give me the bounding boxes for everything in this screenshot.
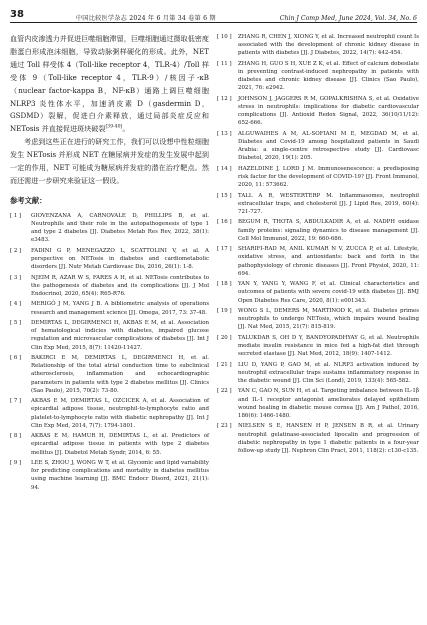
page-header: [10, 6, 417, 23]
reference-item: [10, 319, 209, 352]
reference-text: HAZELDINE J, LORD J M. Immunosenescence: a predisposing risk factor for the development of COVID-19? [J]. Front Immunol, 2020, 11: 573662.: [238, 165, 419, 189]
reference-item: [10, 459, 209, 492]
reference-number: [ 18 ]: [217, 281, 232, 288]
reference-text: TALL A R, WESTERTERP M. Inflammasomes, neutrophil extracellular traps, and cholesterol [J]. J Lipid Res, 2019, 60(4): 721-727.: [238, 192, 419, 215]
reference-text: YAN Y, YANG Y, WANG F, et al. Clinical characteristics and outcomes of patients with severe covid-19 with diabetes [J]. BMJ Open Diabetes Res Care, 2020, 8(1): e001343.: [238, 281, 419, 304]
reference-number: [ 11 ]: [217, 60, 232, 67]
reference-number: [ 23 ]: [217, 423, 232, 430]
reference-number: [ 13 ]: [217, 130, 232, 137]
reference-text: TALUKDAR S, OH D Y, BANDYOPADHYAY G, et al. Neutrophils mediate insulin resistance in mice fed a high-fat diet through secreted elastase [J]. Nat Med, 2012, 18(9): 1407-1412.: [238, 334, 419, 358]
reference-item: [10, 300, 209, 316]
reference-text: BAKIRCI E M, DEMIRTAS L, DEGIRMENCI H, et al. Relationship of the total atrial conduction time to subclinical atherosclerosis, inflammation and echocardiographic parameters in patients with type 2 diabetes mellitus [J]. Clinics (Sao Paulo), 2015, 70(2): 73-80.: [31, 355, 209, 394]
reference-number: [ 7 ]: [10, 398, 22, 405]
reference-number: [ 12 ]: [217, 95, 232, 102]
reference-number: [ 16 ]: [217, 219, 232, 226]
journal-title-cn: 中国比较医学杂志 2024 年 6 月第 34 卷第 6 期: [75, 15, 216, 22]
reference-number: [ 6 ]: [10, 355, 22, 362]
reference-number: [ 17 ]: [217, 246, 232, 253]
reference-text: SHARIFI-RAD M, ANIL KUMAR N V, ZUCCA P, et al. Lifestyle, oxidative stress, and antioxidants: back and forth in the pathophysiology of chronic diseases [J]. Front Physiol, 2020, 11: 694.: [238, 246, 419, 277]
reference-number: [ 14 ]: [217, 165, 232, 172]
reference-text: ZHANG R, CHEN J, XIONG Y, et al. Increased neutrophil count Is associated with the development of chronic kidney disease in patients with diabetes [J]. J Diabetes, 2022, 14(7): 442-454.: [238, 34, 419, 57]
citation-superscript: [39-40]: [105, 124, 123, 130]
reference-text: JOHNSON J, JAGGERS R M, GOPALKRISHNA S, et al. Oxidative stress in neutrophils: implications for diabetic cardiovascular complications [J]. Antioxid Redox Signal, 2022, 36(10/11/12): 652-666.: [238, 95, 419, 127]
reference-item: [10, 354, 209, 395]
reference-item: [217, 130, 419, 163]
reference-text: DEMIRTAS L, DEGIRMENCI H, AKBAS E M, et al. Association of hematological indicies with diabetes, impaired glucose regulation and microvascular complications of diabetes [J]. Int J Clin Exp Med, 2015, 8(7): 11420-11427.: [31, 320, 209, 351]
reference-number: [ 22 ]: [217, 388, 232, 395]
reference-item: [217, 307, 419, 332]
right-column: [217, 33, 419, 457]
reference-number: [ 1 ]: [10, 212, 22, 219]
reference-text: ALGUWAIHES A M, AL-SOFIANI M E, MEGDAD M, et al. Diabetes and Covid-19 among hospitalized patients in Saudi Arabia: a single-centre retrospective study [J]. Cardiovasc Diabetol, 2020, 19(1): 205.: [238, 130, 419, 162]
reference-text: LEE S, ZHOU J, WONG W T, et al. Glycemic and lipid variability for predicting complications and mortality in diabetes mellitus using machine learning [J]. BMC Endocr Disord, 2021, 21(1): 94.: [31, 460, 209, 491]
journal-title-en: Chin J Comp Med, June 2024, Vol. 34, No. 6: [279, 15, 417, 22]
body-paragraph-1-text: 血管内皮渗透力并促进巨噬细胞滞留，巨噬细胞通过摄取低密度脂蛋白形成泡沫细胞，导致动脉粥样硬化的形成。此外，NET 通过 Toll 样受体 4（Toll-like receptor 4，TLR-4）/Toll 样受体 9（Toll-like receptor 4，TLR-9）/核因子-κB（nuclear factor-kappa B，NF-κB）通路上调巨噬细胞 NLRP3 炎性体水平，加速消皮素 D（gasdermin D，GSDMD）裂解，促进白介素释放，通过局部炎症反应和 NETosis 并直接促进斑块破裂: [10, 34, 209, 134]
reference-number: [ 21 ]: [217, 361, 232, 368]
reference-text: ZHANG H, GUO S H, XUE Z K, et al. Effect of calcium dobesilate in preventing contrast-induced nephropathy in patients with diabetes and chronic kidney disease [J]. Clinics (Sao Paulo), 2021, 76: e2942.: [238, 60, 419, 92]
reference-number: [ 5 ]: [10, 320, 22, 327]
reference-item: [217, 60, 419, 93]
reference-item: [10, 274, 209, 299]
reference-text: NJEIM R, AZAR W S, FARES A H, et al. NETosis contributes to the pathogenesis of diabetes and its complications [J]. J Mol Endocrinol, 2020, 65(4): R65-R76.: [31, 274, 209, 298]
reference-text: WONG S L, DEMERS M, MARTINOD K, et al. Diabetes primes neutrophils to undergo NETosis, which impairs wound healing [J]. Nat Med, 2015, 21(7): 815-819.: [238, 307, 419, 331]
reference-item: [10, 247, 209, 272]
reference-item: [10, 432, 209, 457]
sentence-end: 。: [122, 124, 130, 134]
reference-item: [217, 422, 419, 455]
reference-item: [217, 280, 419, 305]
reference-text: GIOVENZANA A, CARNOVALE D, PHILLIPS B, et al. Neutrophils and their role in the autopathogenesis of type 1 and type 2 diabetes [J]. Diabetes Metab Res Rev, 2022, 38(1): e3483.: [31, 212, 209, 244]
reference-text: LIU D, YANG P, GAO M, et al. NLRP3 activation induced by neutrophil extracellular traps sustains inflammatory response in the diabetic wound [J]. Clin Sci (Lond), 2019, 133(4): 565-582.: [238, 361, 419, 384]
reference-item: [217, 218, 419, 243]
reference-text: MERIGÓ J M, YANG J B. A bibliometric analysis of operations research and management science [J]. Omega, 2017, 73: 37-48.: [31, 301, 209, 316]
reference-number: [ 19 ]: [217, 307, 232, 314]
page-number: 38: [10, 9, 24, 20]
body-paragraph-1: [10, 33, 209, 136]
references-title: 参考文献：: [10, 195, 47, 205]
reference-text: NIELSEN S E, HANSEN H P, JENSEN B R, et al. Urinary neutrophil gelatinase-associated lipocalin and progression of diabetic nephropathy in type 1 diabetic patients in a four-year follow-up study [J]. Nephron Clin Pract, 2011, 118(2): c130-c135.: [238, 423, 419, 454]
reference-text: AKBAS E M, DEMIRTAS L, OZCICEK A, et al. Association of epicardial adipose tissue, neutrophil-to-lymphocyte ratio and platelet-to-lymphocyte ratio with diabetic nephropathy [J]. Int J Clin Exp Med, 2014, 7(7): 1794-1801.: [31, 398, 209, 429]
reference-item: [10, 397, 209, 430]
reference-item: [217, 361, 419, 386]
references-list-left: [10, 212, 209, 492]
reference-item: [217, 192, 419, 217]
reference-item: [217, 95, 419, 128]
reference-item: [217, 387, 419, 420]
reference-item: [217, 245, 419, 278]
reference-item: [217, 334, 419, 359]
left-column: [10, 33, 209, 494]
body-paragraph-2: 考虑到这些正在进行的研究工作，我们可以设想中性粒细胞发生 NETosis 并形成 NET 在糖尿病并发症的发生发展中起到一定的作用，NET 可能成为糖尿病并发症的潜在治疗靶点。然而还需进一步研究来验证这一假设。: [10, 137, 209, 185]
reference-number: [ 9 ]: [10, 460, 22, 467]
reference-item: [217, 33, 419, 58]
reference-text: AKBAS E M, HAMUR H, DEMIRTAS L, et al. Predictors of epicardial adipose tissue in patients with type 2 diabetes mellitus [J]. Diabetol Metab Syndr, 2014, 6: 55.: [31, 433, 209, 456]
reference-number: [ 4 ]: [10, 301, 22, 308]
references-list-right: [217, 33, 419, 455]
reference-number: [ 3 ]: [10, 274, 22, 281]
reference-number: [ 2 ]: [10, 247, 22, 254]
reference-number: [ 10 ]: [217, 34, 232, 40]
reference-item: [217, 165, 419, 190]
reference-text: YAN C, GAO N, SUN H, et al. Targeting imbalance between IL-1β and IL-1 receptor antagonist ameliorates delayed epithelium wound healing in diabetic mouse cornea [J]. Am J Pathol, 2016, 186(6): 1466-1480.: [238, 388, 419, 419]
reference-text: BEGUM R, THOTA S, ABDULKADIR A, et al. NADPH oxidase family proteins: signaling dynamics to disease management [J]. Cell Mol Immunol, 2022, 19: 660-686.: [238, 219, 419, 242]
reference-number: [ 8 ]: [10, 433, 22, 440]
reference-number: [ 20 ]: [217, 334, 232, 341]
reference-number: [ 15 ]: [217, 192, 232, 199]
reference-item: [10, 212, 209, 245]
reference-text: FADINI G P, MENEGAZZO L, SCATTOLINI V, et al. A perspective on NETosis in diabetes and cardiometabolic disorders [J]. Nutr Metab Cardiovasc Dis, 2016, 26(1): 1-8.: [31, 247, 209, 271]
